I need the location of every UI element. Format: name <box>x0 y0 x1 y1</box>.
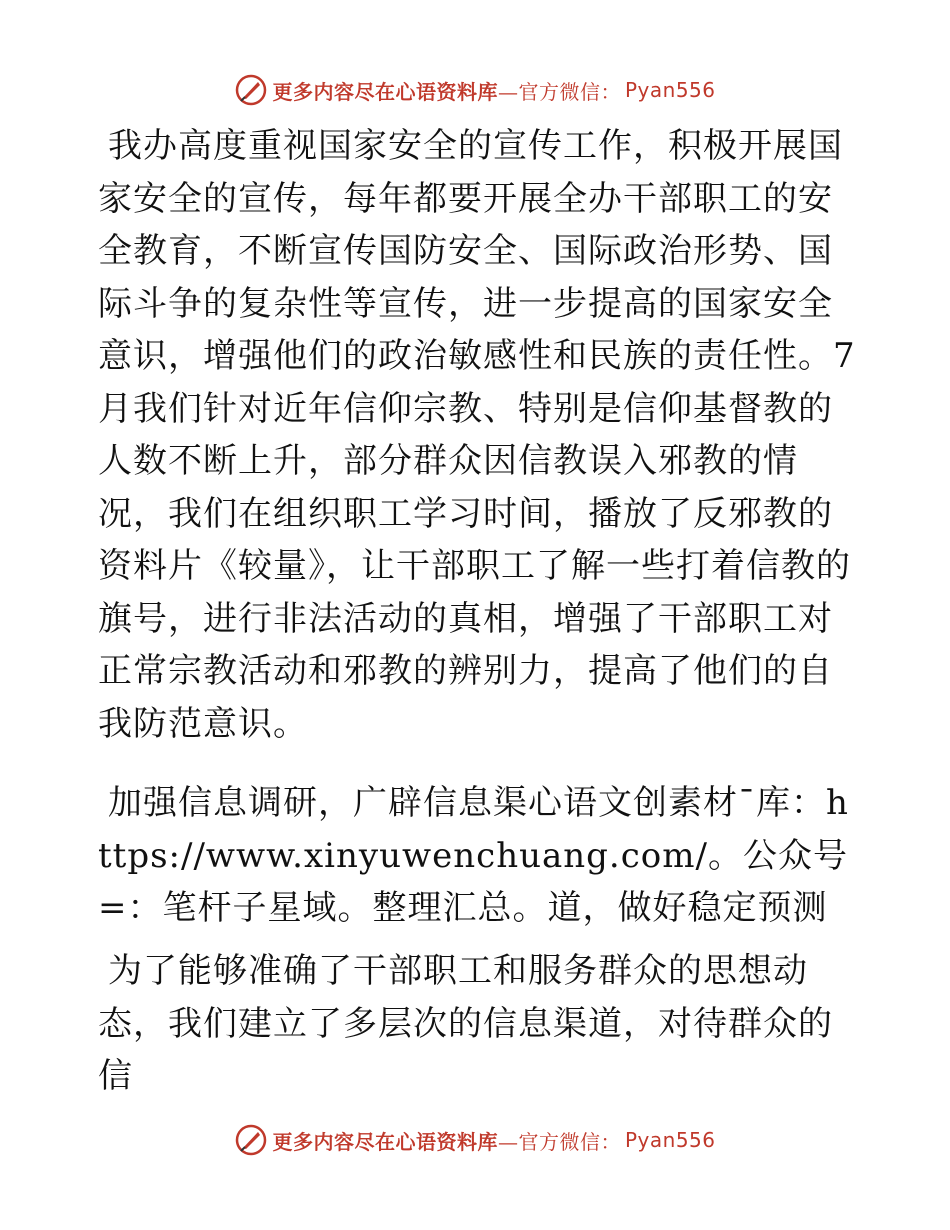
quill-logo-icon <box>234 1123 268 1157</box>
header-separator-text: —官方微信： <box>497 79 621 104</box>
footer-site-text: 更多内容尽在心语资料库 <box>272 1129 498 1154</box>
footer-wechat-id: Pyan556 <box>624 1128 716 1152</box>
header-wechat-id: Pyan556 <box>624 78 716 102</box>
header-watermark-banner <box>0 70 950 110</box>
body-paragraph-3: 为了能够准确了干部职工和服务群众的思想动态，我们建立了多层次的信息渠道，对待群众的信 <box>98 951 833 1096</box>
body-paragraph-1: 我办高度重视国家安全的宣传工作，积极开展国家安全的宣传，每年都要开展全办干部职工的安全教育，不断宣传国防安全、国际政治形势、国际斗争的复杂性等宣传，进一步提高的国家安全意识，增强他们的政治敏感性和民族的责任性。7月我们针对近年信仰宗教、特别是信仰基督教的人数不断上升，部分群众因信教误入邪教的情况，我们在组织职工学习时间，播放了反邪教的资料片《较量》，让干部职工了解一些打着信教的旗号，进行非法活动的真相，增强了干部职工对正常宗教活动和邪教的辨别力，提高了他们的自我防范意识。 <box>98 126 856 744</box>
header-site-text: 更多内容尽在心语资料库 <box>272 79 498 104</box>
footer-watermark-banner <box>0 1120 950 1160</box>
quill-logo-icon <box>234 73 268 107</box>
footer-separator-text: —官方微信： <box>497 1129 621 1154</box>
body-paragraph-2: 加强信息调研，广辟信息渠心语文创素材¯库：https://www.xinyuwenchuang.com/。公众号=：笔杆子星域。整理汇总。道，做好稳定预测 <box>98 783 849 928</box>
